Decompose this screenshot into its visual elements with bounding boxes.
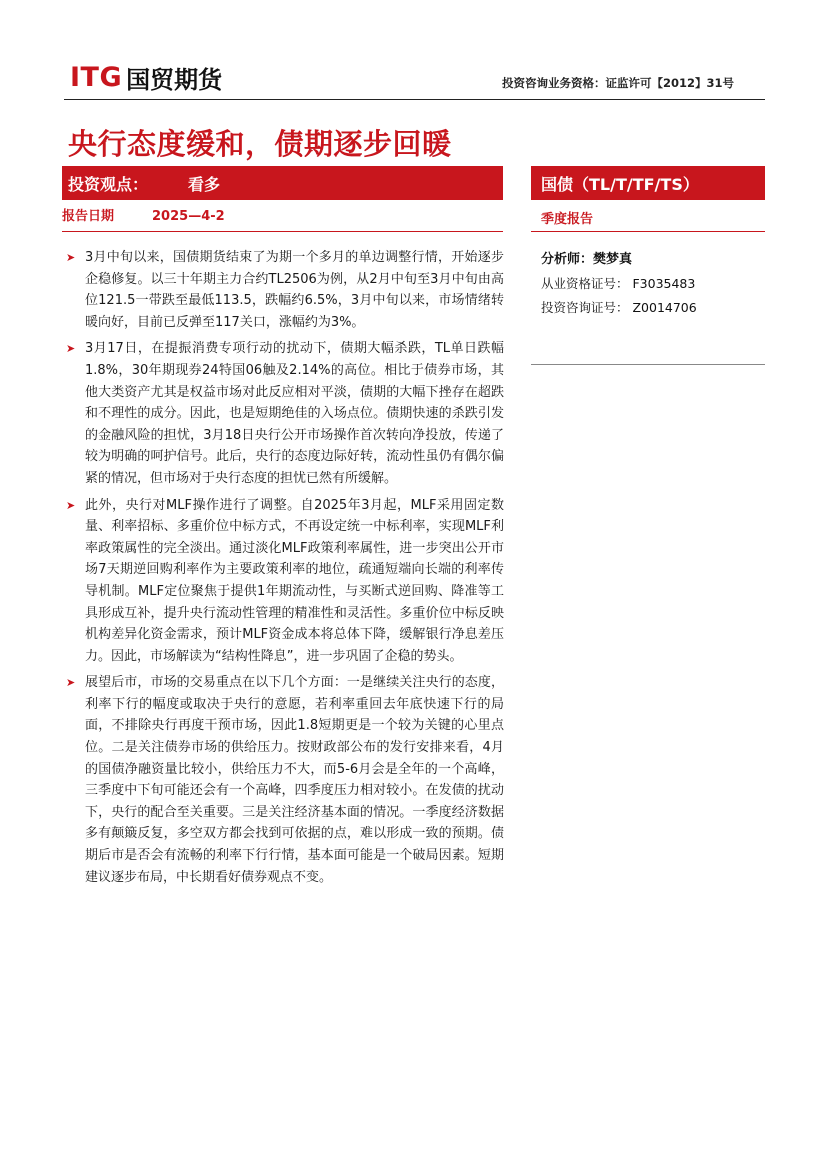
company-logo	[70, 60, 222, 95]
product-bar	[531, 166, 765, 200]
sidebar-bottom-divider	[531, 364, 765, 365]
analyst-name: 分析师：樊梦真	[541, 252, 633, 267]
paragraph-text: 3月17日，在提振消费专项行动的扰动下，债期大幅杀跌，TL单日跌幅1.8%，30年期现券24特国06触及2.14%的高位。相比于债券市场，其他大类资产尤其是权益市场对此反应相对平淡，债期的大幅下挫存在超跌和不理性的成分。因此，也是短期绝佳的入场点位。债期快速的杀跌引发的金融风险的担忧，3月18日央行公开市场操作首次转向净投放，传递了较为明确的呵护信号。此后，央行的态度边际好转，流动性虽仍有偶尔偏紧的情况，但市场对于央行态度的担忧已然有所缓解。	[85, 341, 504, 486]
chevron-arrow-icon: ➤	[66, 251, 76, 264]
date-value: 2025—4-2	[152, 209, 225, 224]
chevron-arrow-icon: ➤	[66, 676, 76, 690]
logo-cn-text: 国贸期货	[126, 66, 223, 94]
paragraph	[64, 495, 504, 668]
consulting-cert: 投资咨询证号： Z0014706	[541, 300, 697, 315]
view-value: 看多	[188, 174, 221, 194]
chevron-arrow-icon: ➤	[66, 498, 76, 512]
report-body	[64, 247, 504, 893]
qualification-cert: 从业资格证号： F3035483	[541, 276, 696, 291]
report-type: 季度报告	[541, 212, 594, 227]
sidebar-divider	[531, 231, 765, 232]
logo-itg-text: ITG	[70, 62, 123, 93]
chevron-arrow-icon: ➤	[66, 342, 76, 356]
date-label: 报告日期	[62, 209, 115, 224]
paragraph-text: 3月中旬以来，国债期货结束了为期一个多月的单边调整行情，开始逐步企稳修复。以三十年期主力合约TL2506为例，从2月中旬至3月中旬由高位121.5一带跌至最低113.5，跌幅约6.5%，3月中旬以来，市场情绪转暖向好，目前已反弹至117关口，涨幅约为3%。	[85, 250, 504, 330]
paragraph	[64, 672, 504, 888]
license-info: 投资咨询业务资格：证监许可【2012】31号	[501, 76, 734, 90]
header-divider	[64, 99, 765, 100]
report-date-row	[62, 205, 503, 224]
investment-view-bar	[62, 166, 503, 200]
paragraph-text: 展望后市，市场的交易重点在以下几个方面：一是继续关注央行的态度，利率下行的幅度或取决于央行的意愿，若利率重回去年底快速下行的局面，不排除央行再度干预市场，因此1.8短期更是一个较为关键的心里点位。二是关注债券市场的供给压力。按财政部公布的发行安排来看，4月的国债净融资量比较小，供给压力不大，而5-6月会是全年的一个高峰，三季度中下旬可能还会有一个高峰，四季度压力相对较小。在发债的扰动下，央行的配合至关重要。三是关注经济基本面的情况。一季度经济数据多有颠簸反复，多空双方都会找到可依据的点，难以形成一致的预期。债期后市是否会有流畅的利率下行行情，基本面可能是一个破局因素。短期建议逐步布局，中长期看好债券观点不变。	[85, 675, 504, 885]
paragraph-text: 此外，央行对MLF操作进行了调整。自2025年3月起，MLF采用固定数量、利率招标、多重价位中标方式，不再设定统一中标利率，实现MLF利率政策属性的完全淡出。通过淡化MLF政策利率属性，进一步突出公开市场7天期逆回购利率作为主要政策利率的地位，疏通短端向长端的利率传导机制。MLF定位聚焦于提供1年期流动性，与买断式逆回购、降准等工具形成互补，提升央行流动性管理的精准性和灵活性。多重价位中标反映机构差异化资金需求，预计MLF资金成本将总体下降，缓解银行净息差压力。因此，市场解读为“结构性降息”，进一步巩固了企稳的势头。	[85, 497, 504, 664]
paragraph	[64, 338, 504, 489]
paragraph	[64, 247, 504, 333]
view-label: 投资观点：	[68, 174, 149, 194]
product-label: 国债（TL/T/TF/TS）	[541, 174, 699, 194]
date-divider	[62, 231, 503, 232]
report-title: 央行态度缓和，债期逐步回暖	[68, 127, 452, 161]
